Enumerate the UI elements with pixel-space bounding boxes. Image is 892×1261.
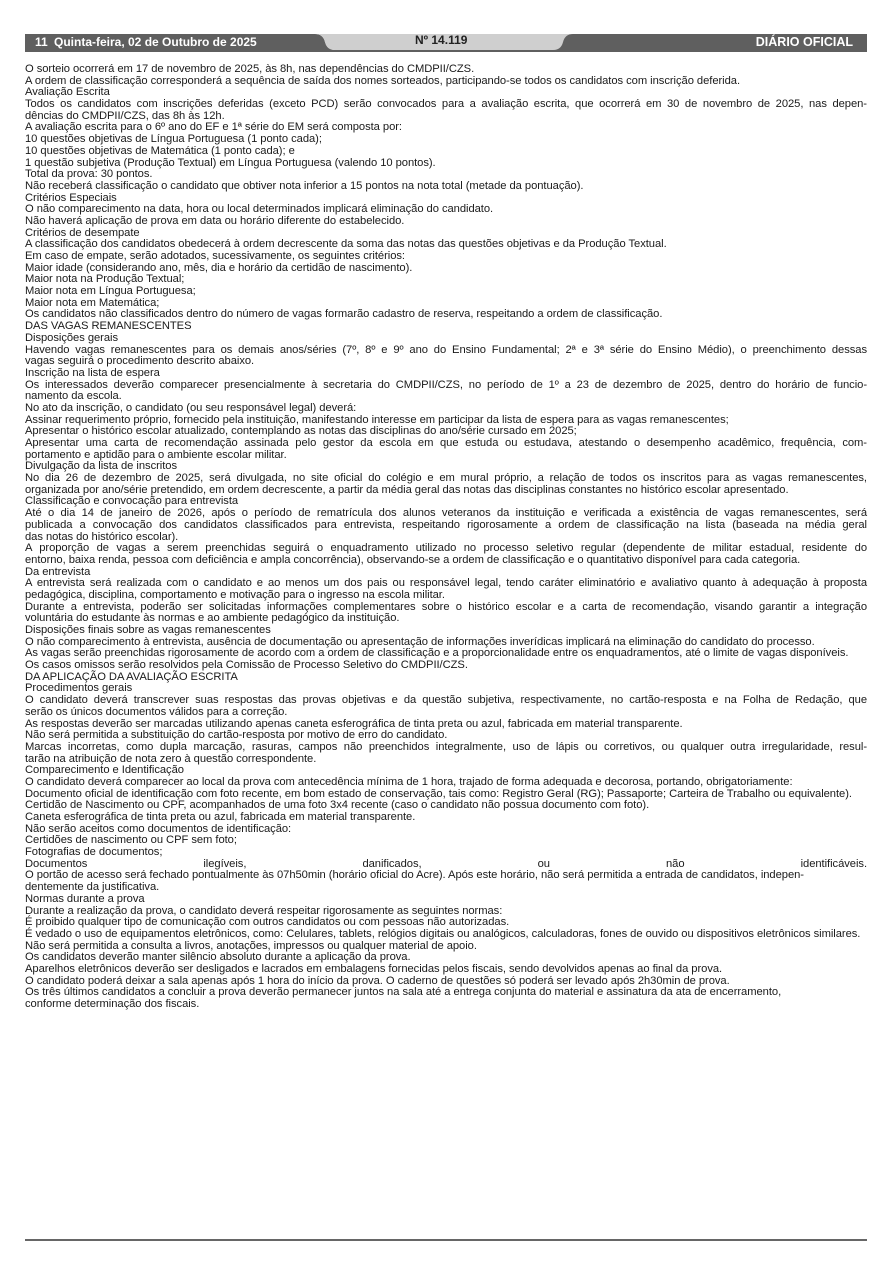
text-line: dências do CMDPII/CZS, das 8h às 12h. — [25, 109, 225, 122]
text-line: portamento e aptidão para o ambiente escolar militar. — [25, 448, 287, 461]
text-line: Havendo vagas remanescentes para os demais anos/séries (7º, 8º e 9º ano do Ensino Fundamental; 2ª e 3ª série do Ensino Médio), o preenchimento dessas — [25, 343, 867, 356]
text-line: Maior nota em Língua Portuguesa; — [25, 285, 196, 298]
text-line: A entrevista será realizada com o candidato e ao menos um dos pais ou responsável legal, tendo caráter eliminatório e avaliativo quanto à adequação à proposta — [25, 577, 867, 590]
text-line: Inscrição na lista de espera — [25, 366, 160, 379]
text-line: Marcas incorretas, como dupla marcação, rasuras, campos não preenchidos integralmente, uso de lápis ou corretivos, ou qualquer outra irregularidade, resul- — [25, 740, 867, 753]
text-line: entorno, baixa renda, pessoa com deficiência e ampla concorrência), observando-se a ordem de classificação e o quantitativo disponível para cada categoria. — [25, 553, 801, 566]
text-line: O não comparecimento na data, hora ou local determinados implicará eliminação do candidato. — [25, 203, 494, 216]
text-line: O sorteio ocorrerá em 17 de novembro de 2025, às 8h, nas dependências do CMDPII/CZS. — [25, 63, 475, 75]
text-line: Comparecimento e Identificação — [25, 764, 184, 777]
text-line: A ordem de classificação corresponderá a sequência de saída dos nomes sorteados, participando-se todos os candidatos com inscrição deferida. — [25, 74, 741, 87]
text-line: vagas seguirá o procedimento descrito abaixo. — [25, 355, 255, 368]
text-line: namento da escola. — [25, 390, 122, 403]
text-line: O portão de acesso será fechado pontualmente às 07h50min (horário oficial do Acre). Após este horário, não será permitida a entrada de candidatos, indepen- — [25, 869, 804, 882]
text-line: Não receberá classificação o candidato que obtiver nota inferior a 15 pontos na nota total (metade da pontuação). — [25, 179, 584, 192]
text-line: Em caso de empate, serão adotados, sucessivamente, os seguintes critérios: — [25, 250, 405, 262]
text-line: Procedimentos gerais — [25, 682, 133, 695]
text-line: Critérios de desempate — [25, 226, 140, 239]
text-line: Os interessados deverão comparecer presencialmente à secretaria do CMDPII/CZS, no período de 1º a 23 de dezembro de 2025, dentro do horário de funcio- — [25, 378, 867, 391]
text-line: Maior nota em Matemática; — [25, 296, 160, 309]
text-line: Os candidatos deverão manter silêncio absoluto durante a aplicação da prova. — [25, 951, 411, 964]
text-line: Total da prova: 30 pontos. — [25, 168, 153, 181]
text-line: conforme determinação dos fiscais. — [25, 998, 200, 1010]
text-line: publicada a convocação dos candidatos classificados para entrevista, respeitando rigorosamente a ordem de classificação na lista (baseada na média geral — [25, 518, 867, 531]
text-line: A avaliação escrita para o 6º ano do EF e 1ª série do EM será composta por: — [25, 121, 402, 134]
text-line: Os candidatos não classificados dentro do número de vagas formarão cadastro de reserva, respeitando a ordem de classificação. — [25, 308, 663, 321]
publication-title: DIÁRIO OFICIAL — [755, 35, 853, 49]
text-line: tarão na atribuição de nota zero à questão correspondente. — [25, 752, 317, 765]
text-line: O candidato deverá comparecer ao local da prova com antecedência mínima de 1 hora, trajado de forma adequada e decorosa, portando, obrigatoriamente: — [25, 775, 793, 788]
text-line: Não serão aceitos como documentos de identificação: — [25, 822, 292, 835]
page-number: 11 — [35, 35, 48, 49]
text-line: Assinar requerimento próprio, fornecido pela instituição, manifestando interesse em participar da lista de espera para as vagas remanescentes; — [25, 413, 729, 426]
text-line: Todos os candidatos com inscrições deferidas (exceto PCD) serão convocados para a avaliação escrita, que ocorrerá em 30 de novembro de 2025, nas depen- — [25, 98, 867, 111]
text-line: Durante a entrevista, poderão ser solicitadas informações complementares sobre o histórico escolar e a carta de recomendação, visando garantir a integração — [25, 600, 867, 613]
text-line: Os três últimos candidatos a concluir a prova deverão permanecer juntos na sala até a entrega conjunta do material e assinatura da ata de encerramento, — [25, 986, 782, 999]
issue-date: Quinta-feira, 02 de Outubro de 2025 — [54, 35, 257, 49]
text-line: Caneta esferográfica de tinta preta ou azul, fabricada em material transparente. — [25, 811, 416, 823]
text-line: No dia 26 de dezembro de 2025, será divulgada, no site oficial do colégio e em mural próprio, a relação de todos os inscritos para as vagas remanescentes, — [25, 472, 867, 485]
text-line: 10 questões objetivas de Língua Portuguesa (1 ponto cada); — [25, 133, 322, 146]
text-line: Até o dia 14 de janeiro de 2026, após o período de rematrícula dos alunos veteranos da instituição e verificada a existência de vagas remanescentes, será — [25, 507, 867, 520]
text-line: Não será permitida a consulta a livros, anotações, impressos ou qualquer material de apoio. — [25, 939, 477, 952]
text-line: DA APLICAÇÃO DA AVALIAÇÃO ESCRITA — [25, 670, 238, 683]
text-line: As respostas deverão ser marcadas utilizando apenas caneta esferográfica de tinta preta ou azul, fabricada em material transparente. — [25, 717, 683, 730]
text-line: 10 questões objetivas de Matemática (1 ponto cada); e — [25, 144, 295, 157]
text-line: Critérios Especiais — [25, 191, 117, 204]
text-line: voluntária do estudante às normas e ao ambiente pedagógico da instituição. — [25, 612, 400, 625]
text-line: As vagas serão preenchidas rigorosamente de acordo com a ordem de classificação e a proporcionalidade entre os enquadramentos, até o limite de vagas disponíveis. — [25, 647, 849, 660]
footer-rule — [25, 1239, 867, 1241]
text-line: Fotografias de documentos; — [25, 846, 163, 859]
text-line: Normas durante a prova — [25, 892, 145, 905]
text-line: Os casos omissos serão resolvidos pela Comissão de Processo Seletivo do CMDPII/CZS. — [25, 659, 468, 672]
text-line: das notas do histórico escolar). — [25, 530, 179, 543]
text-line: Aparelhos eletrônicos deverão ser desligados e lacrados em embalagens fornecidas pelos fiscais, sendo devolvidos apenas ao final da prova. — [25, 962, 723, 975]
text-line: Certidões de nascimento ou CPF sem foto; — [25, 834, 237, 847]
text-line: Documentos ilegíveis, danificados, ou não identificáveis. — [25, 857, 867, 870]
issue-number: Nº 14.119 — [415, 33, 468, 47]
document-body — [25, 64, 867, 1011]
text-line: Disposições gerais — [25, 331, 118, 344]
text-line: Divulgação da lista de inscritos — [25, 460, 177, 473]
text-line: serão os únicos documentos válidos para a correção. — [25, 705, 288, 718]
text-line: pedagógica, disciplina, comportamento e motivação para o ingresso na escola militar. — [25, 588, 445, 601]
text-line: Disposições finais sobre as vagas remanescentes — [25, 624, 271, 636]
text-line: Maior idade (considerando ano, mês, dia e horário da certidão de nascimento). — [25, 261, 413, 274]
text-line: É vedado o uso de equipamentos eletrônicos, como: Celulares, tablets, relógios digitais ou analógicos, calculadoras, fones de ouvido ou dispositivos eletrônicos similares. — [25, 927, 861, 940]
page-header — [25, 32, 867, 52]
text-line: É proibido qualquer tipo de comunicação com outros candidatos ou com pessoas não autorizadas. — [25, 916, 510, 929]
text-line: Não haverá aplicação de prova em data ou horário diferente do estabelecido. — [25, 214, 405, 227]
text-line: O candidato deverá transcrever suas respostas das provas objetivas e da questão subjetiva, respectivamente, no cartão-resposta e na Folha de Redação, que — [25, 694, 867, 707]
text-line: dentemente da justificativa. — [25, 881, 160, 894]
text-line: Avaliação Escrita — [25, 86, 110, 99]
text-line: Classificação e convocação para entrevista — [25, 495, 239, 508]
text-line: Documento oficial de identificação com foto recente, em bom estado de conservação, tais como: Registro Geral (RG); Passaporte; Carteira de Trabalho ou equivalente). — [25, 787, 852, 800]
text-line: DAS VAGAS REMANESCENTES — [25, 320, 192, 333]
text-line: Certidão de Nascimento ou CPF, acompanhados de uma foto 3x4 recente (caso o candidato não possua documento com foto). — [25, 799, 650, 812]
text-line: Maior nota na Produção Textual; — [25, 273, 185, 286]
text-line: Não será permitida a substituição do cartão-resposta por motivo de erro do candidato. — [25, 729, 448, 742]
text-line: Apresentar uma carta de recomendação assinada pelo gestor da escola em que estuda ou estudava, atestando o desempenho acadêmico, frequência, com- — [25, 437, 867, 449]
text-line: Da entrevista — [25, 565, 91, 578]
text-line: Apresentar o histórico escolar atualizado, contemplando as notas das disciplinas do ano/série cursado em 2025; — [25, 425, 577, 438]
text-line: Durante a realização da prova, o candidato deverá respeitar rigorosamente as seguintes normas: — [25, 904, 503, 917]
text-line: organizada por ano/série pretendido, em ordem decrescente, a partir da média geral das notas das disciplinas constantes no histórico escolar apresentado. — [25, 483, 789, 496]
text-line: A classificação dos candidatos obedecerá à ordem decrescente da soma das notas das questões objetivas e da Produção Textual. — [25, 238, 667, 251]
text-line: O não comparecimento à entrevista, ausência de documentação ou apresentação de informações inverídicas implicará na eliminação do candidato do processo. — [25, 635, 815, 648]
text-line: A proporção de vagas a serem preenchidas seguirá o enquadramento utilizado no processo seletivo regular (dependente de militar estadual, residente do — [25, 542, 867, 555]
text-line: 1 questão subjetiva (Produção Textual) em Língua Portuguesa (valendo 10 pontos). — [25, 156, 436, 169]
text-line: No ato da inscrição, o candidato (ou seu responsável legal) deverá: — [25, 401, 357, 414]
text-line: O candidato poderá deixar a sala apenas após 1 hora do início da prova. O caderno de questões só poderá ser levado após 2h30min de prova. — [25, 974, 730, 987]
